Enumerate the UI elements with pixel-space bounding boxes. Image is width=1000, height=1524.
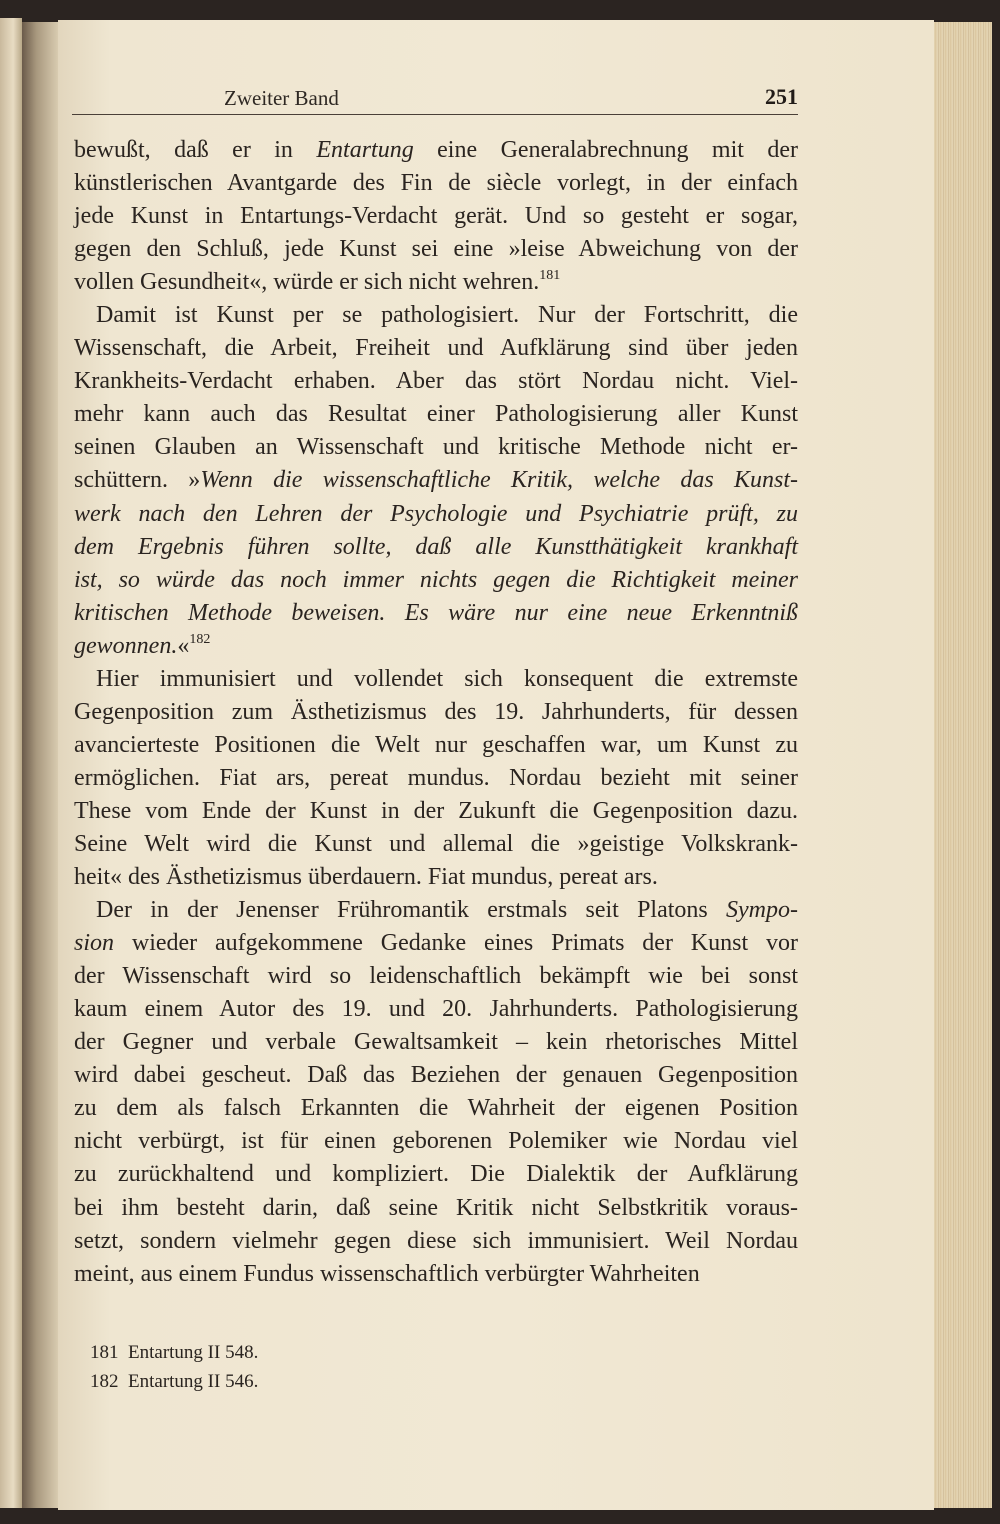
text-segment: der Gegner und verbale Gewaltsamkeit – kein rhetorisches Mittel bbox=[74, 1029, 798, 1056]
text-segment: vollen Gesundheit«, würde er sich nicht wehren. bbox=[74, 269, 540, 296]
text-segment: Wissenschaft, die Arbeit, Freiheit und Aufklärung sind über jeden bbox=[74, 335, 798, 362]
text-line bbox=[74, 663, 798, 696]
text-line bbox=[74, 531, 798, 564]
italic-text: werk nach den Lehren der Psychologie und Psychiatrie prüft, zu bbox=[74, 500, 798, 527]
text-line bbox=[74, 696, 798, 729]
text-line bbox=[74, 927, 798, 960]
text-line bbox=[74, 1225, 798, 1258]
text-segment: künstlerischen Avantgarde des Fin de siècle vorlegt, in der einfach bbox=[74, 170, 798, 197]
text-line bbox=[74, 464, 798, 497]
italic-text: ist, so würde das noch immer nichts gegen die Richtigkeit meiner bbox=[74, 566, 798, 593]
book-gutter bbox=[22, 22, 58, 1508]
text-line bbox=[74, 630, 798, 663]
text-line bbox=[74, 167, 798, 200]
text-segment: wird dabei gescheut. Daß das Beziehen der genauen Gegenposition bbox=[74, 1062, 798, 1089]
text-segment: nicht verbürgt, ist für einen geborenen Polemiker wie Nordau viel bbox=[74, 1128, 798, 1155]
footnote-number: 181 bbox=[90, 1342, 119, 1363]
text-segment: bei ihm besteht darin, daß seine Kritik nicht Selbstkritik voraus- bbox=[74, 1194, 798, 1221]
footnotes bbox=[90, 1338, 490, 1396]
italic-text: kritischen Methode beweisen. Es wäre nur eine neue Erkenntniß bbox=[74, 599, 798, 626]
footnote-text: Entartung II 546. bbox=[128, 1371, 259, 1392]
footnote-marker: 181 bbox=[539, 268, 561, 284]
text-segment: Damit ist Kunst per se pathologisiert. Nur der Fortschritt, die bbox=[96, 302, 798, 329]
italic-text: Sympo- bbox=[726, 897, 798, 924]
text-segment: Krankheits-Verdacht erhaben. Aber das stört Nordau nicht. Viel- bbox=[74, 368, 798, 395]
text-line bbox=[74, 762, 798, 795]
previous-page-edge bbox=[0, 18, 22, 1508]
text-line bbox=[74, 1125, 798, 1158]
text-segment: ermöglichen. Fiat ars, pereat mundus. Nordau bezieht mit seiner bbox=[74, 764, 798, 791]
text-line bbox=[74, 398, 798, 431]
text-segment: wieder aufgekommene Gedanke eines Primats der Kunst vor bbox=[114, 930, 798, 957]
running-head: Zweiter Band bbox=[224, 86, 339, 110]
text-line bbox=[74, 365, 798, 398]
text-segment: meint, aus einem Fundus wissenschaftlich verbürgter Wahrheiten bbox=[74, 1260, 700, 1287]
text-segment: avancierteste Positionen die Welt nur geschaffen war, um Kunst zu bbox=[74, 731, 798, 758]
text-line bbox=[74, 960, 798, 993]
text-segment: Der in der Jenenser Frühromantik erstmals seit Platons bbox=[96, 897, 727, 924]
text-line bbox=[74, 200, 798, 233]
text-segment: zu zurückhaltend und kompliziert. Die Dialektik der Aufklärung bbox=[74, 1161, 798, 1188]
text-line bbox=[74, 861, 798, 894]
text-segment: kaum einem Autor des 19. und 20. Jahrhunderts. Pathologisierung bbox=[74, 996, 798, 1023]
text-line bbox=[74, 266, 798, 299]
footnote bbox=[90, 1367, 490, 1396]
text-line bbox=[74, 993, 798, 1026]
footnote-text: Entartung II 548. bbox=[128, 1342, 259, 1363]
text-line bbox=[74, 1059, 798, 1092]
text-segment: These vom Ende der Kunst in der Zukunft die Gegenposition dazu. bbox=[74, 797, 798, 824]
italic-text: Wenn die wissenschaftliche Kritik, welche das Kunst- bbox=[200, 467, 798, 494]
text-line bbox=[74, 795, 798, 828]
text-segment: der Wissenschaft wird so leidenschaftlich bekämpft wie bei sonst bbox=[74, 963, 798, 990]
text-segment: setzt, sondern vielmehr gegen diese sich immunisiert. Weil Nordau bbox=[74, 1227, 798, 1254]
text-line bbox=[74, 1026, 798, 1059]
text-segment: Hier immunisiert und vollendet sich konsequent die extremste bbox=[96, 665, 798, 692]
text-segment: Gegenposition zum Ästhetizismus des 19. Jahrhunderts, für dessen bbox=[74, 698, 798, 725]
text-line bbox=[74, 134, 798, 167]
text-segment: heit« des Ästhetizismus überdauern. Fiat mundus, pereat ars. bbox=[74, 864, 658, 891]
text-segment: seinen Glauben an Wissenschaft und kritische Methode nicht er- bbox=[74, 434, 798, 461]
italic-text: Entartung bbox=[316, 137, 414, 163]
text-segment: « bbox=[177, 632, 190, 659]
page-number: 251 bbox=[765, 84, 798, 109]
footnote-marker: 182 bbox=[189, 631, 211, 647]
page-stack-edge bbox=[934, 22, 992, 1508]
text-line bbox=[74, 828, 798, 861]
text-segment: jede Kunst in Entartungs-Verdacht gerät. Und so gesteht er sogar, bbox=[74, 203, 798, 230]
text-line bbox=[74, 1092, 798, 1125]
italic-text: sion bbox=[74, 930, 115, 957]
text-line bbox=[74, 1258, 798, 1291]
body-text bbox=[74, 134, 798, 1291]
footnote bbox=[90, 1338, 490, 1367]
text-segment: Seine Welt wird die Kunst und allemal die »geistige Volkskrank- bbox=[74, 830, 798, 857]
italic-text: gewonnen. bbox=[74, 632, 178, 659]
text-segment: bewußt, daß er in bbox=[74, 137, 317, 163]
text-segment: eine Generalabrechnung mit der bbox=[413, 137, 798, 163]
text-segment: mehr kann auch das Resultat einer Pathologisierung aller Kunst bbox=[74, 401, 798, 428]
footnote-number: 182 bbox=[90, 1371, 119, 1392]
italic-text: dem Ergebnis führen sollte, daß alle Kunstthätigkeit krankhaft bbox=[74, 533, 798, 560]
text-line bbox=[74, 564, 798, 597]
text-line bbox=[74, 1158, 798, 1191]
text-segment: zu dem als falsch Erkannten die Wahrheit der eigenen Position bbox=[74, 1095, 798, 1122]
text-line bbox=[74, 498, 798, 531]
text-line bbox=[74, 299, 798, 332]
text-segment: gegen den Schluß, jede Kunst sei eine »leise Abweichung von der bbox=[74, 236, 798, 263]
text-line bbox=[74, 431, 798, 464]
text-line bbox=[74, 894, 798, 927]
text-line bbox=[74, 233, 798, 266]
text-line bbox=[74, 729, 798, 762]
text-line bbox=[74, 1192, 798, 1225]
text-line bbox=[74, 332, 798, 365]
text-line bbox=[74, 597, 798, 630]
text-segment: schüttern. » bbox=[74, 467, 201, 494]
page-header bbox=[72, 84, 798, 115]
